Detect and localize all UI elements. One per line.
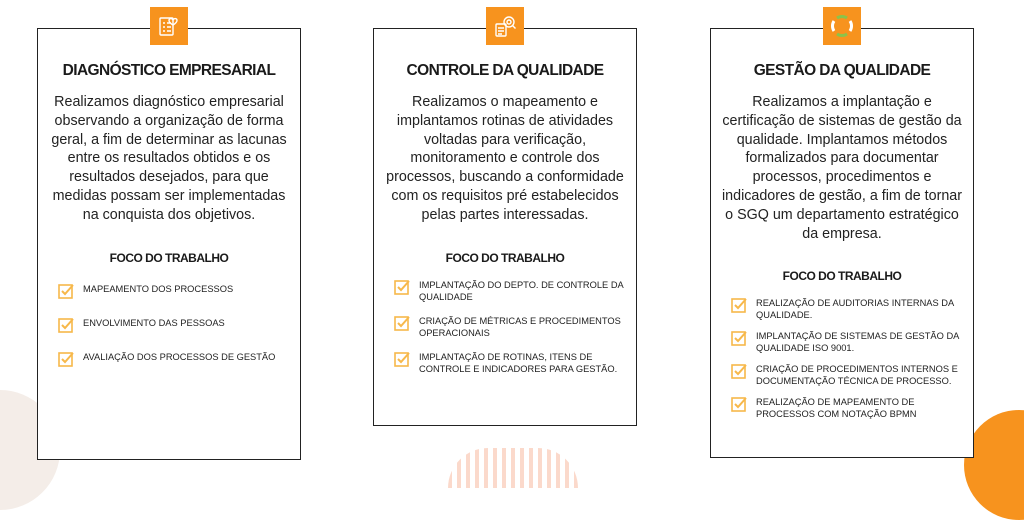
list-item-text: IMPLANTAÇÃO DE SISTEMAS DE GESTÃO DA QUALIDADE ISO 9001. (756, 331, 959, 354)
checkbox-icon (394, 278, 411, 295)
list-item (731, 396, 961, 420)
checkbox-icon (731, 296, 748, 313)
checklist-heart-icon (150, 7, 188, 45)
focus-list (711, 297, 973, 420)
quality-inspection-icon (486, 7, 524, 45)
card-gestao-da-qualidade (710, 28, 974, 458)
focus-title: FOCO DO TRABALHO (782, 269, 902, 284)
list-item-text: IMPLANTAÇÃO DO DEPTO. DE CONTROLE DA QUALIDADE (419, 279, 624, 302)
list-item (58, 317, 288, 333)
focus-title: FOCO DO TRABALHO (445, 250, 565, 265)
list-item-text: CRIAÇÃO DE MÉTRICAS E PROCEDIMENTOS OPERACIONAIS (419, 315, 621, 338)
list-item (394, 315, 624, 339)
card-description: Realizamos diagnóstico empresarial observando a organização de forma geral, a fim de determinar as lacunas entre os resultados obtidos e os resultados desejados, para que medidas possam ser implementadas na conquista dos objetivos. (51, 94, 287, 223)
cycle-arrows-icon (823, 7, 861, 45)
list-item (58, 283, 288, 299)
focus-list (374, 279, 636, 375)
list-item-text: IMPLANTAÇÃO DE ROTINAS, ITENS DE CONTROLE E INDICADORES PARA GESTÃO. (419, 351, 618, 374)
card-description: Realizamos a implantação e certificação de sistemas de gestão da qualidade. Implantamos métodos formalizados para documentar processos, procedimentos e indicadores de gestão, a fim de tornar o SGQ um departamento estratégico da empresa. (721, 94, 962, 242)
checkbox-icon (731, 395, 748, 412)
checkbox-icon (394, 350, 411, 367)
checkbox-icon (58, 350, 75, 367)
checkbox-icon (58, 316, 75, 333)
card-controle-da-qualidade (373, 28, 637, 426)
checkbox-icon (58, 282, 75, 299)
focus-list (38, 283, 300, 367)
card-title: DIAGNÓSTICO EMPRESARIAL (62, 62, 276, 79)
list-item (731, 363, 961, 387)
list-item-text: CRIAÇÃO DE PROCEDIMENTOS INTERNOS E DOCUMENTAÇÃO TÉCNICA DE PROCESSO. (756, 364, 958, 387)
background-stripes (448, 448, 578, 488)
checkbox-icon (731, 362, 748, 379)
card-title: GESTÃO DA QUALIDADE (753, 62, 931, 79)
list-item (394, 351, 624, 375)
card-description: Realizamos o mapeamento e implantamos rotinas de atividades voltadas para verificação, monitoramento e controle dos processos, buscando a conformidade com os requisitos pré estabelecidos pelas partes interessadas. (386, 94, 624, 223)
focus-title: FOCO DO TRABALHO (109, 250, 229, 265)
card-title: CONTROLE DA QUALIDADE (406, 62, 604, 79)
card-diagnostico-empresarial (37, 28, 301, 460)
checkbox-icon (394, 314, 411, 331)
list-item (731, 297, 961, 321)
list-item (394, 279, 624, 303)
list-item (58, 351, 288, 367)
list-item (731, 330, 961, 354)
list-item-text: REALIZAÇÃO DE MAPEAMENTO DE PROCESSOS COM NOTAÇÃO BPMN (756, 397, 917, 420)
list-item-text: REALIZAÇÃO DE AUDITORIAS INTERNAS DA QUALIDADE. (756, 298, 954, 321)
list-item-text: MAPEAMENTO DOS PROCESSOS (83, 283, 234, 294)
list-item-text: AVALIAÇÃO DOS PROCESSOS DE GESTÃO (83, 351, 276, 362)
checkbox-icon (731, 329, 748, 346)
list-item-text: ENVOLVIMENTO DAS PESSOAS (83, 317, 225, 328)
